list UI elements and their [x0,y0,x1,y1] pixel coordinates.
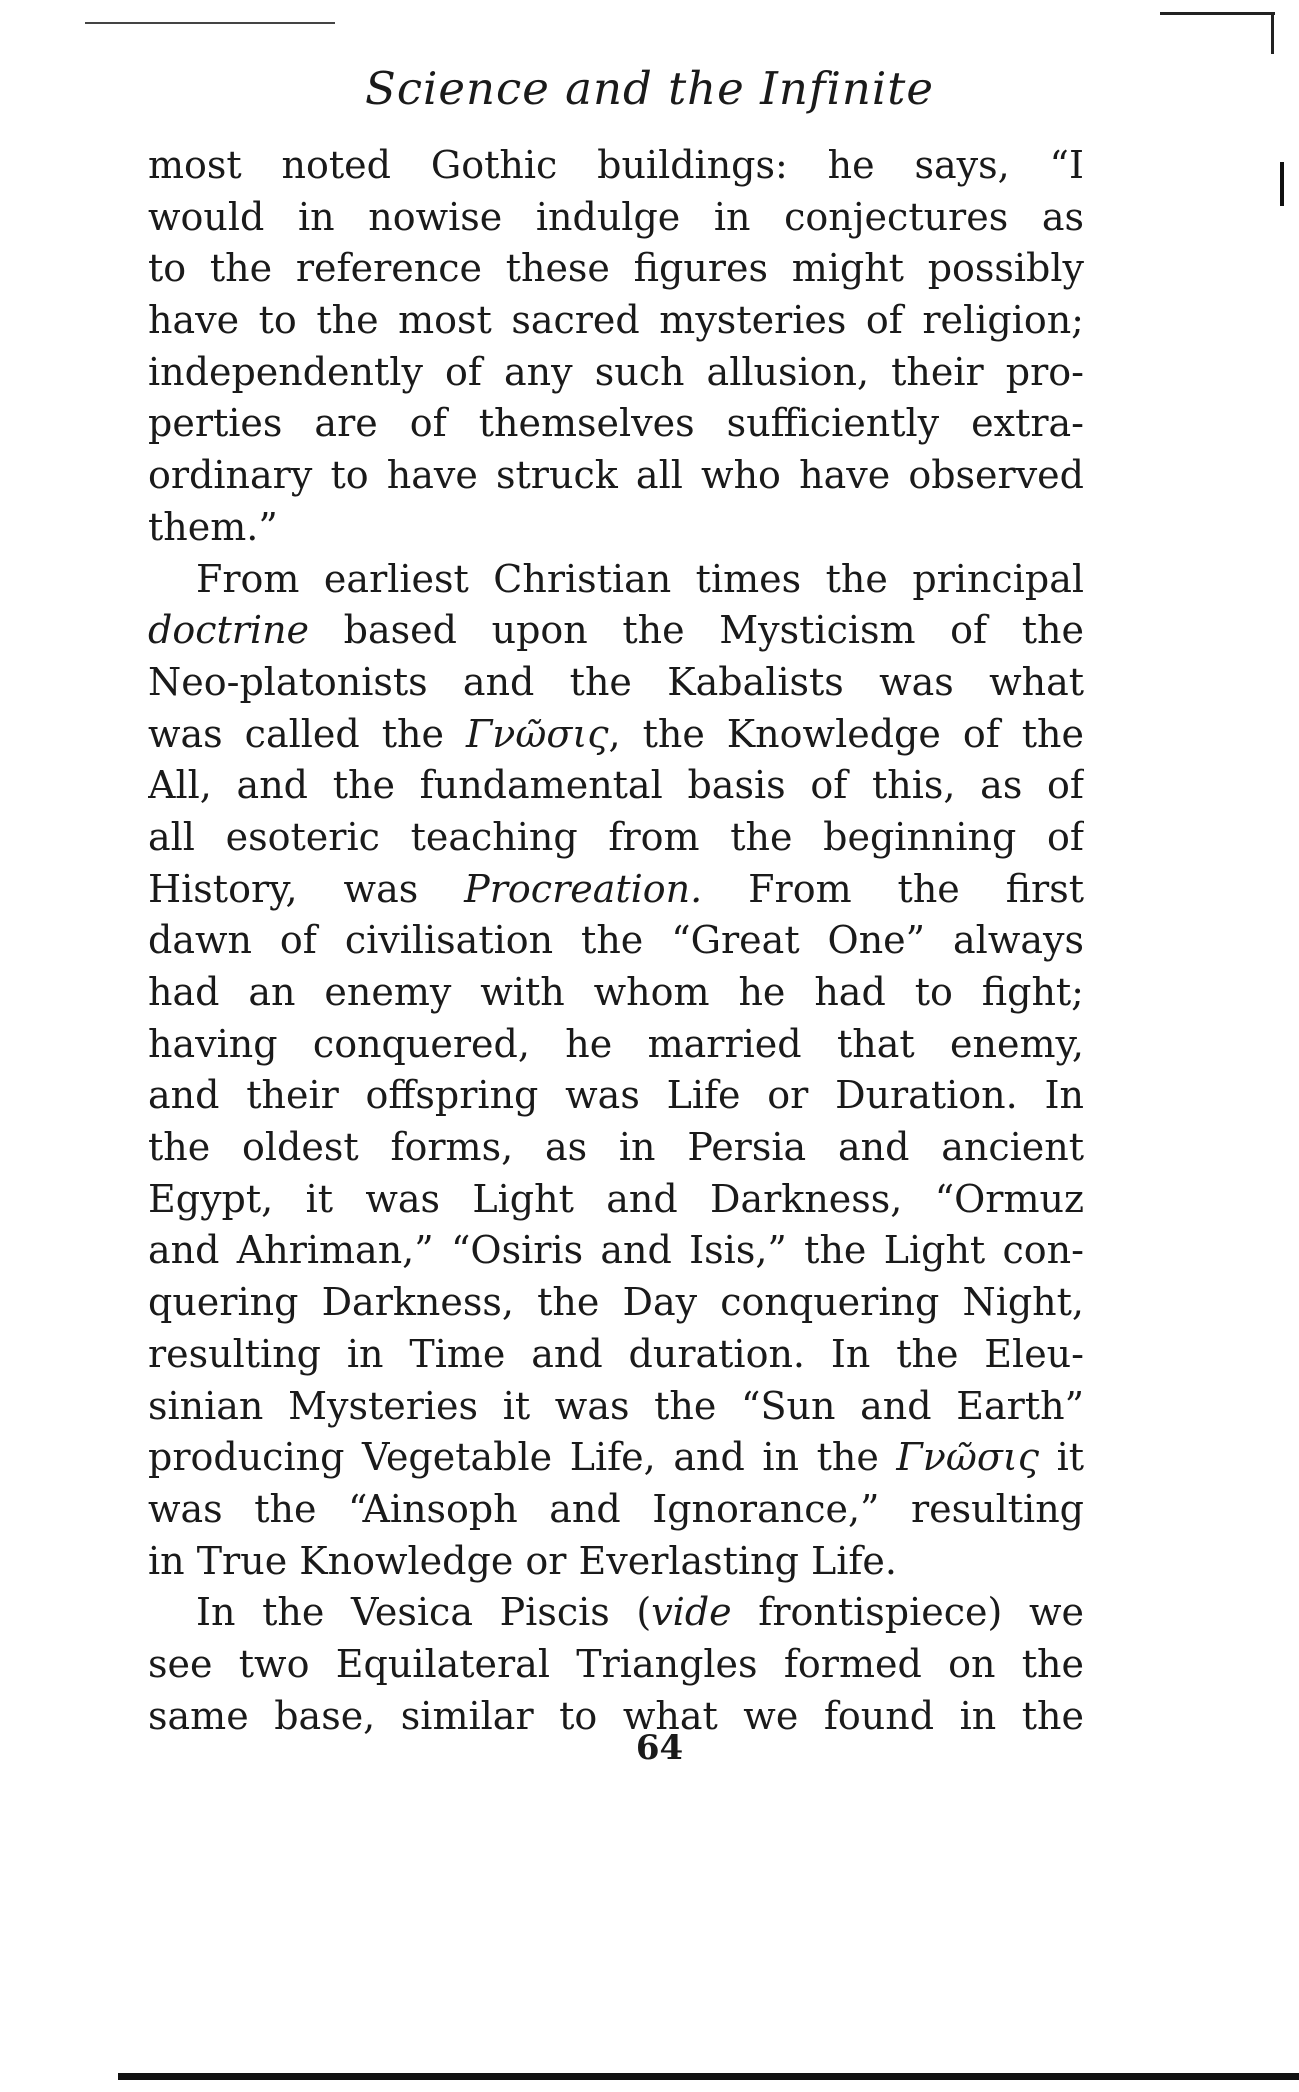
italic-text: Procreation. [464,866,703,911]
italic-text: doctrine [148,608,310,653]
text-segment: quering Darkness, the Day conquering Night, [148,1280,1084,1325]
text-segment: and Ahriman,” “Osiris and Isis,” the Light con- [148,1228,1084,1273]
text-line [148,1587,1084,1639]
text-segment: resulting in Time and duration. In the Eleu- [148,1331,1084,1376]
top-left-rule [85,22,335,24]
text-segment: ordinary to have struck all who have observed [148,453,1084,498]
text-line [148,554,1084,606]
text-segment: all esoteric teaching from the beginning of [148,814,1084,859]
text-segment: producing Vegetable Life, and in the [148,1435,897,1480]
text-segment: Neo-platonists and the Kabalists was what [148,659,1084,704]
text-segment: From earliest Christian times the principal [196,556,1084,601]
text-segment: most noted Gothic buildings: he says, “I [148,143,1084,187]
text-segment: them.” [148,504,278,549]
italic-text: Γνῶσις [896,1435,1039,1480]
text-line [148,398,1084,450]
margin-mark [1280,162,1284,206]
text-segment: perties are of themselves sufficiently extra- [148,401,1084,446]
text-line [148,1432,1084,1484]
italic-text: vide [651,1590,732,1635]
text-segment: would in nowise indulge in conjectures as [148,194,1084,239]
text-line [148,1225,1084,1277]
top-right-rule [1160,12,1275,15]
text-line [148,1070,1084,1122]
text-line [148,1639,1084,1691]
text-segment: and their offspring was Life or Duration. In [148,1073,1084,1118]
text-line [148,1536,1084,1588]
text-line [148,450,1084,502]
text-segment: the oldest forms, as in Persia and ancient [148,1125,1084,1170]
text-segment: In the Vesica Piscis ( [196,1590,652,1635]
text-segment: dawn of civilisation the “Great One” always [148,918,1084,963]
text-line [148,1174,1084,1226]
text-segment: was the “Ainsoph and Ignorance,” resulting [148,1486,1084,1531]
text-line [148,812,1084,864]
italic-text: Γνῶσις [465,711,609,756]
text-segment: sinian Mysteries it was the “Sun and Earth” [148,1383,1084,1428]
running-head: Science and the Infinite [365,62,934,115]
text-line [148,605,1084,657]
bottom-rule [118,2073,1299,2080]
text-segment: see two Equilateral Triangles formed on the [148,1641,1084,1686]
text-line [148,915,1084,967]
text-segment: All, and the fundamental basis of this, as of [148,763,1084,808]
text-line [148,1329,1084,1381]
text-segment: was called the [148,711,466,756]
text-segment: Egypt, it was Light and Darkness, “Ormuz [148,1176,1084,1221]
text-line [148,1484,1084,1536]
text-line [148,1122,1084,1174]
text-line [148,243,1084,295]
text-segment: independently of any such allusion, their pro- [148,349,1084,394]
text-segment: to the reference these figures might possibly [148,246,1084,291]
text-line [148,502,1084,554]
text-line [148,347,1084,399]
text-segment: , the Knowledge of the [608,711,1084,756]
text-line [148,140,1084,192]
text-line [148,295,1084,347]
text-segment: had an enemy with whom he had to fight; [148,970,1084,1014]
text-segment: frontispiece) we [731,1590,1084,1635]
text-segment: History, was [148,866,465,911]
page-number: 64 [635,1728,684,1768]
text-line [148,709,1084,761]
text-segment: having conquered, he married that enemy, [148,1021,1084,1066]
text-line [148,760,1084,812]
text-segment: have to the most sacred mysteries of religion; [148,298,1084,343]
text-segment: same base, similar to what we found in the [148,1693,1084,1738]
text-segment: in True Knowledge or Everlasting Life. [148,1538,897,1583]
top-right-rule-tick [1271,12,1274,54]
text-segment: From the first [702,866,1084,911]
text-segment: it [1038,1435,1084,1480]
text-line [148,657,1084,709]
text-segment: based upon the Mysticism of the [309,608,1084,653]
text-line [148,192,1084,244]
text-line [148,967,1084,1019]
text-line [148,1277,1084,1329]
body-text [148,140,1084,1742]
text-line [148,1381,1084,1433]
text-line [148,1019,1084,1071]
text-line [148,864,1084,916]
